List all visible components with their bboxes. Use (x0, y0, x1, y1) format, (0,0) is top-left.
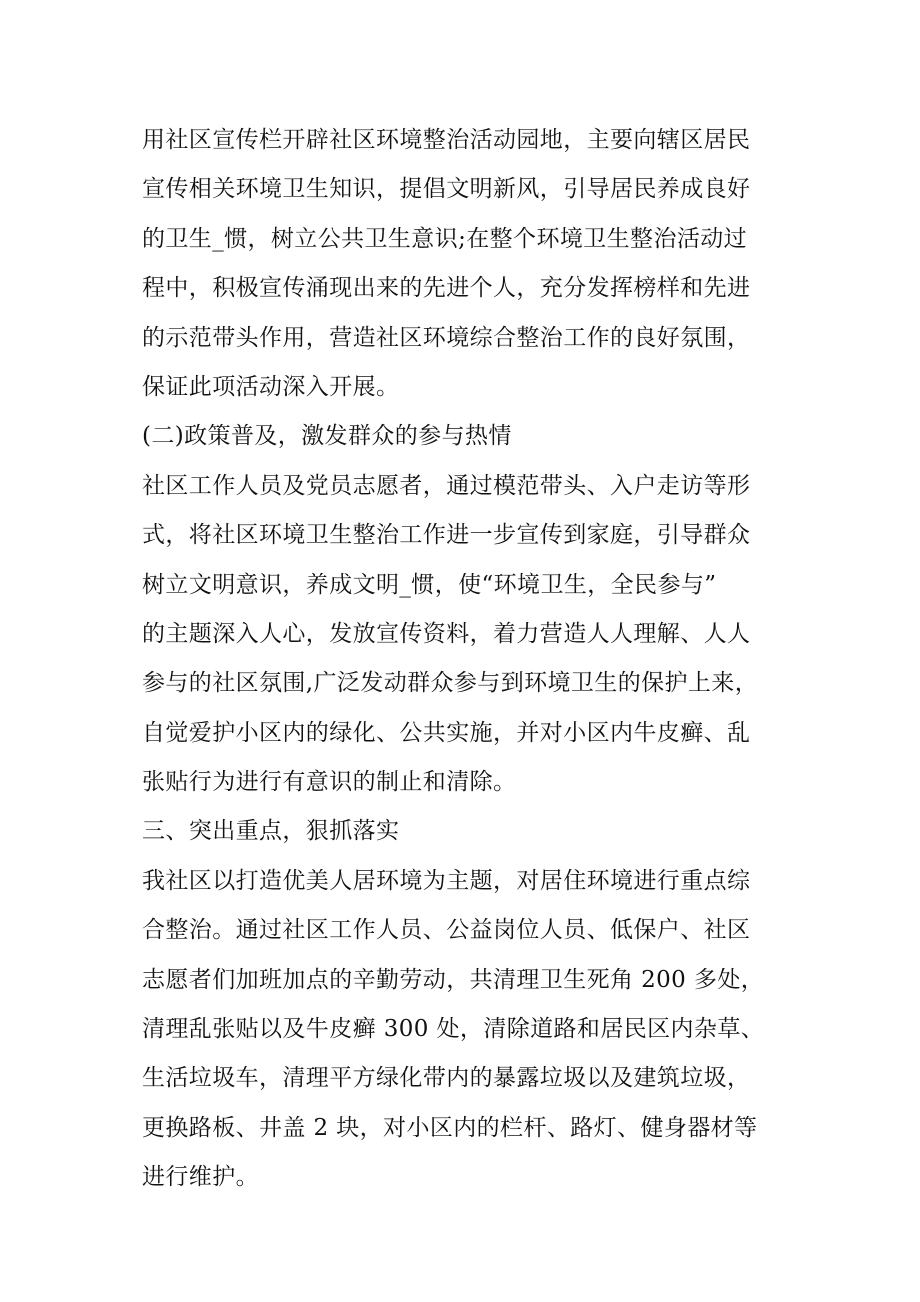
text-line: 合整治。通过社区工作人员、公益岗位人员、低保户、社区 (142, 917, 751, 944)
text-line: 的主题深入人心，发放宣传资料，着力营造人人理解、人人 (142, 620, 751, 647)
text-line: 进行维护。 (142, 1164, 259, 1191)
text-line: 张贴行为进行有意识的制止和清除。 (142, 769, 517, 796)
text-line: 树立文明意识，养成文明_惯，使“环境卫生，全民参与” (142, 571, 717, 598)
text-line: 程中，积极宣传涌现出来的先进个人，充分发挥榜样和先进 (142, 275, 751, 302)
text-line: 的示范带头作用，营造社区环境综合整治工作的良好氛围， (142, 324, 751, 351)
text-line: 的卫生_惯，树立公共卫生意识;在整个环境卫生整治活动过 (142, 225, 748, 252)
text-line: 更换路板、井盖 2 块，对小区内的栏杆、路灯、健身器材等 (142, 1114, 758, 1141)
text-line: 式，将社区环境卫生整治工作进一步宣传到家庭，引导群众 (142, 522, 751, 549)
text-line: 我社区以打造优美人居环境为主题，对居住环境进行重点综 (142, 867, 751, 894)
text-line: 用社区宣传栏开辟社区环境整治活动园地，主要向辖区居民 (142, 127, 751, 153)
text-line: 参与的社区氛围,广泛发动群众参与到环境卫生的保护上来， (142, 670, 759, 697)
section-heading: (二)政策普及，激发群众的参与热情 (142, 423, 512, 450)
text-line: 保证此项活动深入开展。 (142, 373, 400, 400)
text-line: 清理乱张贴以及牛皮癣 300 处，清除道路和居民区内杂草、 (142, 1016, 765, 1043)
text-line: 志愿者们加班加点的辛勤劳动，共清理卫生死角 200 多处， (142, 966, 765, 993)
text-line: 生活垃圾车，清理平方绿化带内的暴露垃圾以及建筑垃圾， (142, 1065, 751, 1092)
text-line: 自觉爱护小区内的绿化、公共实施，并对小区内牛皮癣、乱 (142, 719, 751, 746)
text-line: 宣传相关环境卫生知识，提倡文明新风，引导居民养成良好 (142, 176, 751, 203)
document-body (142, 116, 802, 1203)
text-line: 社区工作人员及党员志愿者，通过模范带头、入户走访等形 (142, 472, 751, 499)
section-heading: 三、突出重点，狠抓落实 (142, 818, 400, 845)
